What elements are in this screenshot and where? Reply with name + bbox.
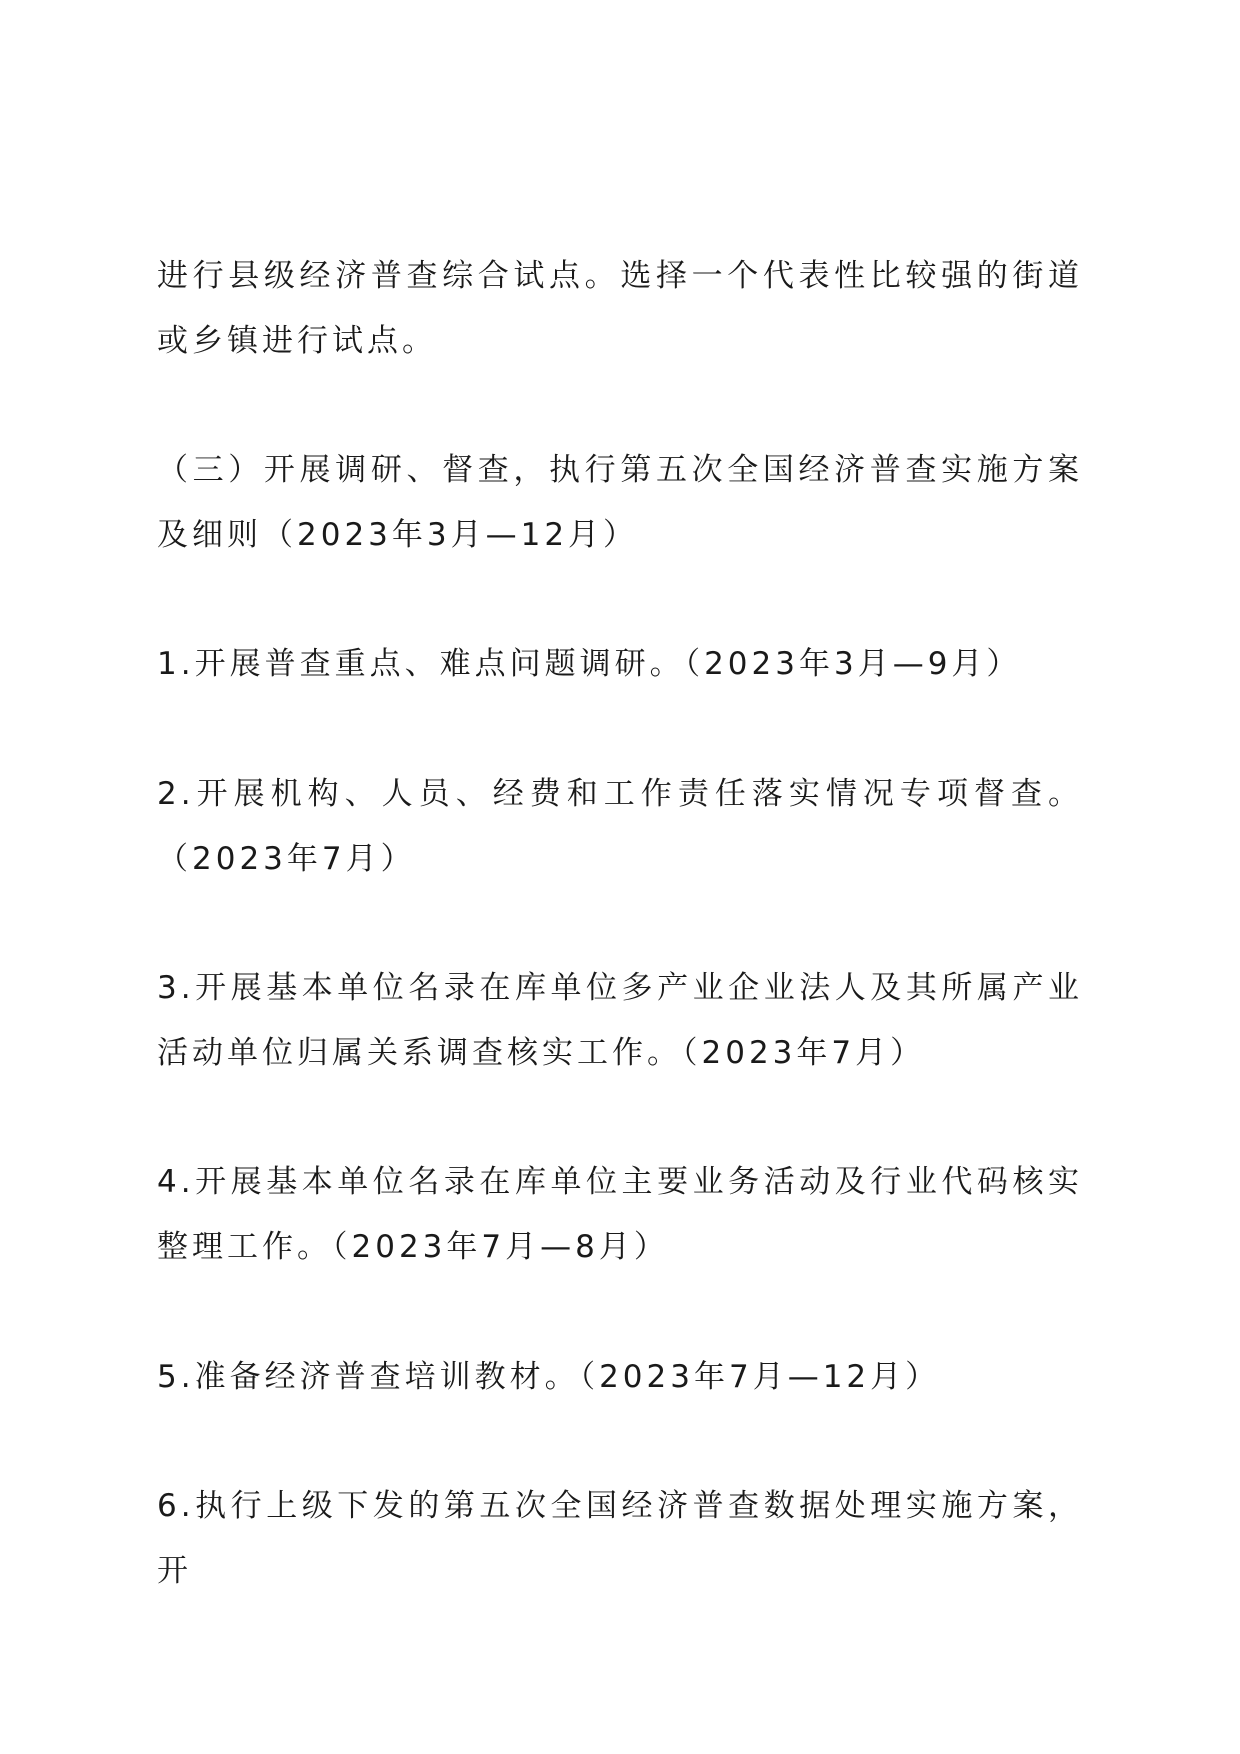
section-heading-3: （三）开展调研、督查，执行第五次全国经济普查实施方案及细则（2023年3月—12月） (157, 452, 1083, 553)
list-item-1: 1.开展普查重点、难点问题调研。（2023年3月—9月） (157, 646, 1022, 682)
paragraph-pilot-plan: 进行县级经济普查综合试点。选择一个代表性比较强的街道或乡镇进行试点。 (157, 258, 1083, 359)
list-item-2-date: （2023年7月） (157, 841, 416, 877)
list-item-5: 5.准备经济普查培训教材。（2023年7月—12月） (157, 1359, 941, 1395)
list-item-3: 3.开展基本单位名录在库单位多产业企业法人及其所属产业活动单位归属关系调查核实工作。（2023年7月） (157, 970, 1083, 1071)
list-item-4: 4.开展基本单位名录在库单位主要业务活动及行业代码核实整理工作。（2023年7月—8月） (157, 1164, 1083, 1265)
list-item-2: 2.开展机构、人员、经费和工作责任落实情况专项督查。 (157, 776, 1083, 812)
list-item-6: 6.执行上级下发的第五次全国经济普查数据处理实施方案，开 (157, 1488, 1083, 1589)
